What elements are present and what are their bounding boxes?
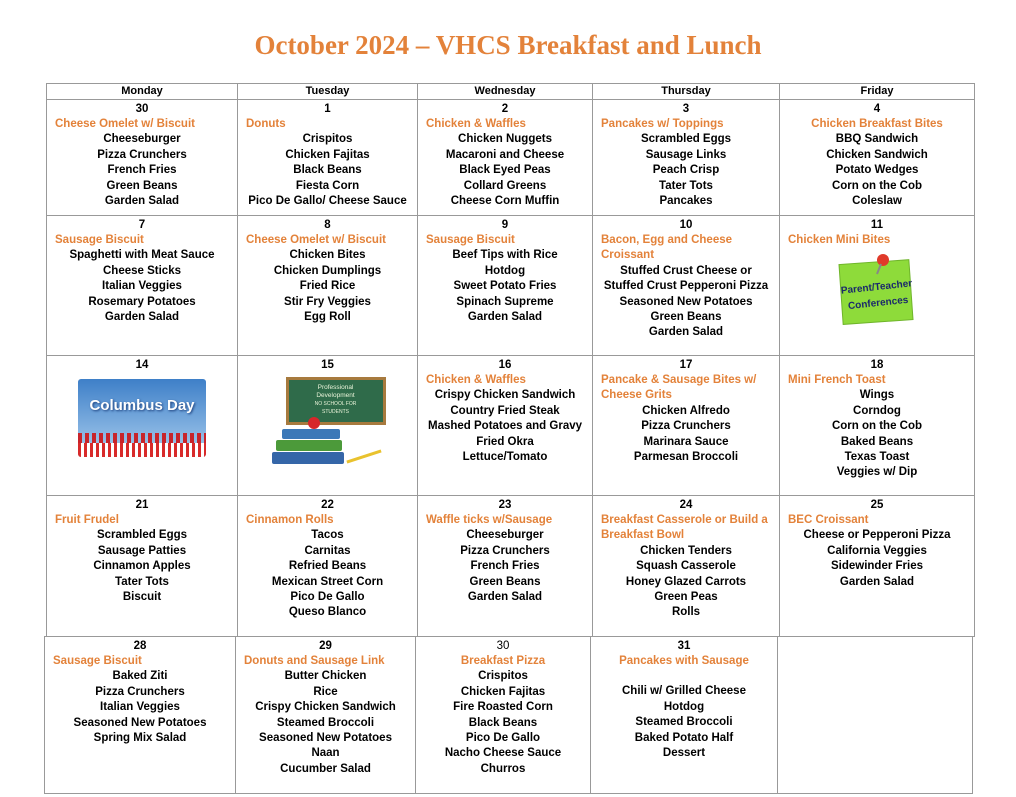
day-cell [779, 99, 975, 216]
menu-item: Stir Fry Veggies [284, 295, 371, 308]
featured-breakfast: Cheese Omelet w/ Biscuit [246, 234, 386, 246]
menu-item: Chicken Alfredo [642, 404, 730, 417]
featured-breakfast: Fruit Frudel [55, 514, 119, 526]
menu-item: Refried Beans [288, 560, 367, 573]
day-cell [46, 215, 238, 356]
menu-item: Fiesta Corn [295, 179, 360, 192]
day-cell [415, 636, 591, 794]
menu-item: Chicken Fajitas [460, 685, 546, 698]
day-number: 9 [501, 219, 509, 231]
day-header-tuesday: Tuesday [237, 83, 418, 100]
day-cell [46, 99, 238, 216]
menu-item: Seasoned New Potatoes [73, 716, 207, 729]
menu-item: Rice [313, 685, 338, 698]
menu-item: Garden Salad [467, 311, 543, 324]
featured-breakfast: Pancake & Sausage Bites w/ Cheese Grits [601, 374, 757, 402]
featured-breakfast: Breakfast Pizza [460, 655, 546, 667]
menu-item: Egg Roll [304, 311, 351, 324]
flag-stripes [78, 443, 206, 457]
menu-item: Green Peas [654, 591, 718, 604]
menu-item: Chicken Dumplings [273, 264, 382, 277]
day-header-friday: Friday [779, 83, 975, 100]
day-number: 1 [324, 103, 331, 115]
menu-item: Garden Salad [648, 326, 724, 339]
week-row [46, 215, 975, 356]
menu-item: Seasoned New Potatoes [259, 732, 392, 745]
menu-item: Nacho Cheese Sauce [444, 747, 562, 760]
day-cell [237, 355, 418, 496]
day-number: 24 [679, 499, 693, 511]
day-number: 7 [138, 219, 146, 231]
day-number: 17 [679, 359, 693, 371]
day-cell [46, 495, 238, 637]
menu-item: Chicken Fajitas [285, 148, 370, 161]
pencil-icon [346, 450, 381, 464]
menu-item: Green Beans [469, 575, 541, 588]
menu-item: Hotdog [484, 264, 526, 277]
day-number: 23 [498, 499, 512, 511]
menu-item: Sausage Patties [97, 544, 187, 557]
menu-item: Cheese or Pepperoni Pizza [803, 529, 951, 542]
day-number: 21 [135, 499, 149, 511]
day-number: 8 [324, 219, 331, 231]
menu-item: Marinara Sauce [643, 435, 729, 448]
menu-item: Black Beans [468, 716, 538, 729]
menu-item: Chili w/ Grilled Cheese [622, 685, 746, 698]
menu-item: Scrambled Eggs [640, 133, 732, 146]
day-number: 28 [133, 640, 147, 652]
menu-item: Black Beans [293, 164, 362, 177]
day-number: 18 [870, 359, 884, 371]
day-cell [779, 215, 975, 356]
menu-item: Cheeseburger [466, 529, 544, 542]
holiday-banner-text: Columbus Day [89, 397, 195, 414]
day-cell [46, 355, 238, 496]
day-cell [237, 215, 418, 356]
day-number: 2 [501, 103, 509, 115]
day-number: 30 [135, 103, 149, 115]
menu-item: Cheese Sticks [103, 264, 181, 277]
day-number: 10 [679, 219, 693, 231]
featured-breakfast: Donuts and Sausage Link [244, 655, 385, 667]
menu-item: Corn on the Cob [831, 420, 923, 433]
menu-item: Spring Mix Salad [93, 732, 187, 745]
menu-item: French Fries [107, 164, 177, 177]
menu-item: Peach Crisp [652, 164, 720, 177]
menu-item: Crispy Chicken Sandwich [434, 389, 576, 402]
menu-item: Naan [311, 747, 340, 760]
menu-item: Green Beans [650, 311, 722, 324]
menu-item: Scrambled Eggs [96, 529, 188, 542]
day-number: 11 [870, 219, 884, 231]
day-number: 16 [498, 359, 512, 371]
menu-item: Wings [859, 389, 895, 402]
day-header-monday: Monday [46, 83, 238, 100]
menu-item: Cheeseburger [103, 133, 181, 146]
menu-item: Pizza Crunchers [97, 148, 187, 161]
menu-item: Black Eyed Peas [459, 164, 551, 177]
day-cell [417, 495, 593, 637]
day-number: 29 [319, 640, 332, 652]
menu-item: Hotdog [663, 700, 705, 713]
menu-item: Biscuit [122, 591, 162, 604]
featured-breakfast: Donuts [246, 118, 286, 130]
day-cell [44, 636, 236, 794]
week-row [46, 355, 975, 496]
day-number: 22 [321, 499, 334, 511]
menu-item: Mashed Potatoes and Gravy [427, 420, 583, 433]
menu-item: Rosemary Potatoes [88, 295, 196, 308]
menu-item: Baked Potato Half [634, 731, 734, 744]
featured-breakfast: BEC Croissant [788, 514, 869, 526]
day-number: 15 [321, 359, 334, 371]
menu-item: Honey Glazed Carrots [625, 575, 747, 588]
menu-item: Texas Toast [844, 451, 910, 464]
menu-item: Stuffed Crust Pepperoni Pizza [603, 280, 769, 293]
menu-item: Sidewinder Fries [830, 560, 924, 573]
featured-breakfast: Chicken Breakfast Bites [811, 118, 943, 130]
school-board-image [268, 377, 388, 467]
menu-item: Collard Greens [463, 179, 547, 192]
menu-item: Country Fried Steak [450, 404, 560, 417]
day-number: 30 [496, 640, 510, 652]
chalkboard-line: NO SCHOOL FOR [314, 401, 357, 407]
day-cell [592, 215, 780, 356]
menu-item: Crispitos [302, 133, 353, 146]
menu-item: Veggies w/ Dip [836, 466, 918, 479]
day-cell [779, 355, 975, 496]
menu-item: BBQ Sandwich [835, 133, 919, 146]
chalkboard-line: Development [316, 392, 355, 399]
day-cell [592, 99, 780, 216]
menu-item: Steamed Broccoli [276, 716, 375, 729]
chalkboard-line: STUDENTS [322, 409, 349, 415]
page-title: October 2024 – VHCS Breakfast and Lunch [254, 30, 762, 60]
menu-item: Beef Tips with Rice [452, 249, 558, 262]
featured-breakfast: Breakfast Casserole or Build a Breakfast Bowl [601, 514, 768, 542]
book-shape [282, 429, 340, 439]
weekday-header [46, 83, 975, 100]
menu-item: Pico De Gallo [465, 732, 541, 745]
day-number: 4 [873, 103, 881, 115]
menu-item: Garden Salad [839, 575, 915, 588]
featured-breakfast: Bacon, Egg and Cheese Croissant [601, 234, 733, 262]
menu-item: Pico De Gallo [290, 591, 365, 604]
menu-item: Pizza Crunchers [460, 544, 550, 557]
day-number: 3 [682, 103, 690, 115]
featured-breakfast: Chicken Mini Bites [788, 234, 891, 246]
featured-breakfast: Cheese Omelet w/ Biscuit [55, 118, 195, 130]
menu-item: Pizza Crunchers [95, 685, 185, 698]
menu-item: Rolls [671, 606, 701, 619]
day-cell [417, 99, 593, 216]
day-cell [590, 636, 778, 794]
day-header-wednesday: Wednesday [417, 83, 593, 100]
menu-item: French Fries [470, 560, 540, 573]
spacer [599, 669, 769, 684]
menu-item: Green Beans [106, 179, 178, 192]
day-cell [592, 495, 780, 637]
menu-item: Potato Wedges [835, 164, 919, 177]
day-cell [237, 99, 418, 216]
menu-item: Squash Casserole [636, 560, 736, 573]
menu-item: Italian Veggies [100, 701, 180, 714]
menu-item: California Veggies [827, 544, 927, 557]
menu-item: Churros [480, 762, 526, 775]
menu-item: Carnitas [304, 544, 351, 557]
menu-item: Chicken Tenders [640, 544, 732, 557]
book-shape [272, 452, 344, 464]
chalkboard-line: Professional [317, 384, 354, 391]
menu-item: Dessert [662, 747, 706, 760]
menu-item: Parmesan Broccoli [633, 451, 739, 464]
menu-item: Cucumber Salad [280, 762, 371, 775]
menu-item: Seasoned New Potatoes [619, 295, 753, 308]
day-cell [235, 636, 416, 794]
menu-item: Butter Chicken [284, 670, 367, 683]
menu-item: Fire Roasted Corn [453, 701, 553, 714]
menu-item: Fried Okra [476, 435, 534, 448]
menu-item: Stuffed Crust Cheese or [620, 264, 752, 277]
holiday-banner [78, 379, 206, 457]
menu-item: Baked Ziti [112, 670, 168, 683]
menu-item: Sausage Links [645, 148, 727, 161]
day-cell [417, 355, 593, 496]
menu-item: Spaghetti with Meat Sauce [69, 249, 215, 262]
menu-item: Steamed Broccoli [635, 716, 733, 729]
menu-item: Garden Salad [467, 591, 543, 604]
featured-breakfast: Cinnamon Rolls [246, 514, 334, 526]
menu-item: Fried Rice [299, 280, 356, 293]
day-number: 31 [677, 640, 691, 652]
featured-breakfast: Mini French Toast [788, 374, 886, 386]
menu-item: Crispy Chicken Sandwich [255, 701, 396, 714]
menu-item: Tacos [311, 529, 344, 542]
featured-breakfast: Chicken & Waffles [426, 118, 526, 130]
menu-item: Pizza Crunchers [641, 420, 731, 433]
featured-breakfast: Pancakes with Sausage [619, 655, 749, 667]
menu-item: Tater Tots [115, 575, 169, 588]
menu-item: Lettuce/Tomato [462, 451, 548, 464]
sticky-note-image [833, 252, 921, 328]
day-number: 14 [135, 359, 149, 371]
day-cell [777, 636, 973, 794]
menu-item: Coleslaw [852, 195, 902, 208]
menu-item: Spinach Supreme [456, 295, 554, 308]
week-row [44, 636, 973, 794]
menu-item: Crispitos [478, 670, 528, 683]
apple-icon [308, 417, 320, 429]
day-cell [592, 355, 780, 496]
featured-breakfast: Sausage Biscuit [53, 655, 142, 667]
menu-item: Baked Beans [840, 435, 914, 448]
menu-item: Garden Salad [104, 311, 180, 324]
menu-item: Mexican Street Corn [271, 575, 384, 588]
featured-breakfast: Waffle ticks w/Sausage [426, 514, 553, 526]
featured-breakfast: Pancakes w/ Toppings [601, 118, 724, 130]
featured-breakfast: Sausage Biscuit [55, 234, 144, 246]
menu-item: Pancakes [659, 195, 713, 208]
menu-item: Tater Tots [659, 179, 713, 192]
menu-item: Italian Veggies [102, 280, 182, 293]
menu-item: Cheese Corn Muffin [450, 195, 560, 208]
featured-breakfast: Sausage Biscuit [426, 234, 515, 246]
menu-item: Corndog [853, 404, 901, 417]
chalkboard [286, 377, 386, 425]
day-cell [237, 495, 418, 637]
book-shape [276, 440, 342, 451]
week-row [46, 99, 975, 216]
menu-item: Pico De Gallo/ Cheese Sauce [248, 195, 407, 208]
menu-item: Chicken Nuggets [458, 133, 552, 146]
day-header-thursday: Thursday [592, 83, 780, 100]
menu-item: Macaroni and Cheese [445, 148, 565, 161]
menu-item: Cinnamon Apples [93, 560, 191, 573]
day-cell [779, 495, 975, 637]
featured-breakfast: Chicken & Waffles [426, 374, 526, 386]
menu-item: Garden Salad [104, 195, 180, 208]
menu-item: Chicken Sandwich [826, 148, 928, 161]
week-row [46, 495, 975, 637]
menu-item: Sweet Potato Fries [453, 280, 557, 293]
day-cell [417, 215, 593, 356]
sticky-note-text: Parent/TeacherConferences [840, 278, 913, 313]
menu-item: Chicken Bites [289, 249, 366, 262]
menu-item: Queso Blanco [288, 606, 367, 619]
menu-calendar [46, 83, 975, 794]
day-number: 25 [870, 499, 884, 511]
menu-item: Corn on the Cob [831, 179, 923, 192]
